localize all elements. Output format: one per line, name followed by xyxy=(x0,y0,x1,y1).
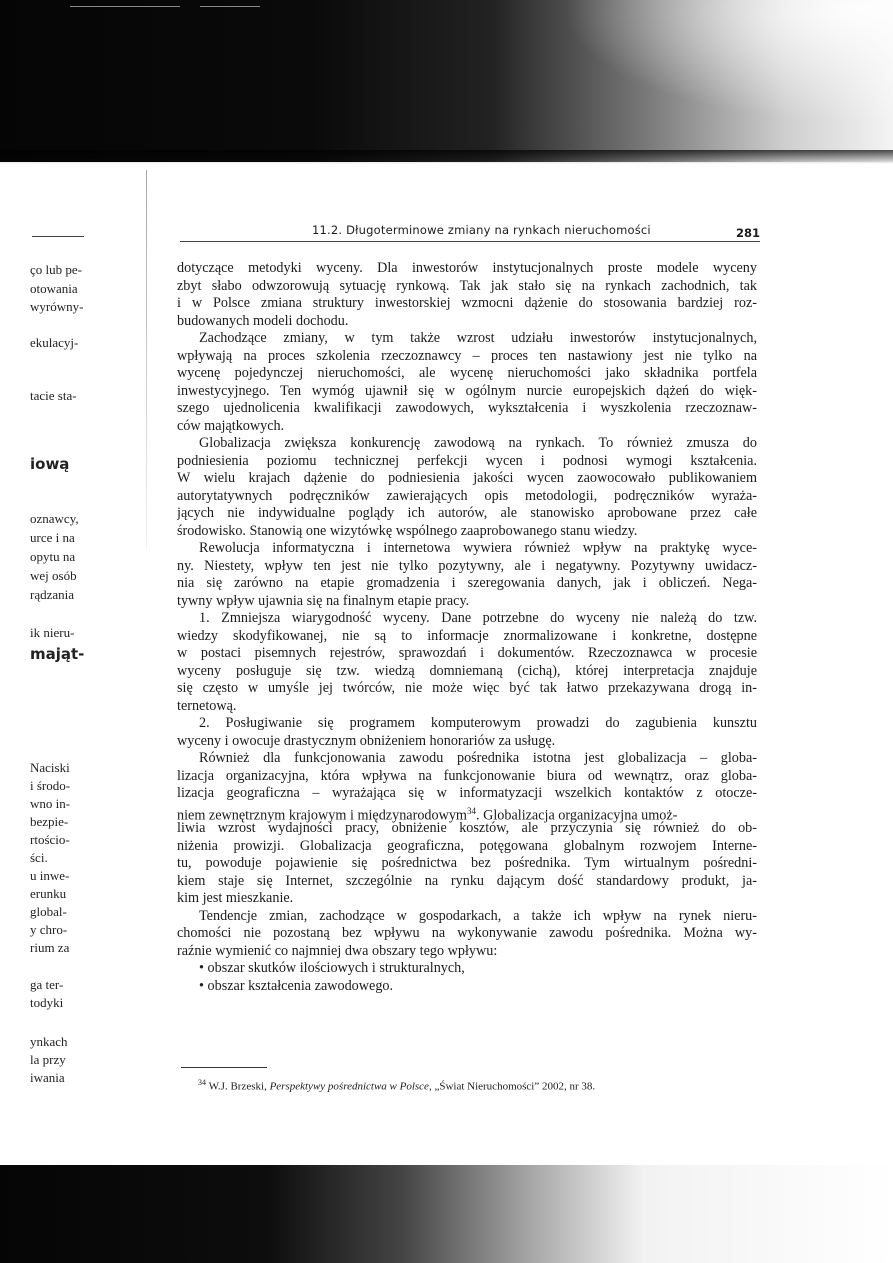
page-number: 281 xyxy=(736,226,761,240)
margin-fragment: i środo- xyxy=(30,778,71,793)
text-line: Również dla funkcjonowania zawodu pośrednika istotna jest globalizacja – globa- xyxy=(199,750,757,766)
text-line-with-footnote xyxy=(177,803,757,824)
margin-fragment: rtościo- xyxy=(30,832,70,847)
text-line: ców majątkowych. xyxy=(177,417,285,434)
text-line: inwestycyjnego. Ten wymóg ujawnił się w ogólnym nurcie europejskich dążeń do więk- xyxy=(177,382,757,399)
bullet-item: • obszar skutków ilościowych i strukturalnych, xyxy=(199,960,465,976)
margin-fragment: otowania xyxy=(30,281,78,296)
footnote-title: Perspektywy pośrednictwa w Polsce, xyxy=(269,1080,432,1093)
margin-fragment: ynkach xyxy=(30,1034,68,1049)
text-line: ny. Niestety, wpływ ten jest nie tylko pozytywny, ale i negatywny. Pozytywny uwidacz- xyxy=(177,557,757,574)
margin-fragment: Naciski xyxy=(30,760,70,775)
bullet-item: • obszar kształcenia zawodowego. xyxy=(199,977,394,994)
margin-fragment: erunku xyxy=(30,886,67,901)
footnote-ref[interactable]: 34 xyxy=(466,805,476,816)
scan-shadow-top xyxy=(0,0,893,162)
margin-fragment: ga ter- xyxy=(30,977,64,992)
text-fragment: niem zewnętrznym krajowym i międzynarodowym xyxy=(177,807,467,824)
text-line: lizacja geograficzna – wyrażająca się w informatyzacji wszelkich kontaktów z otocze- xyxy=(177,785,757,801)
text-line: dotyczące metodyki wyceny. Dla inwestorów instytucjonalnych proste modele wyceny xyxy=(177,260,757,276)
text-line: Zachodzące zmiany, w tym także wzrost udziału inwestorów instytucjonalnych, xyxy=(199,330,757,346)
text-line: zbyt słabo odwzorowują sytuację rynkową. Tak jak stało się na rynkach zachodnich, tak xyxy=(177,277,757,294)
text-line: liwia wzrost wydajności pracy, obniżenie kosztów, ale przyczynia się również do ob- xyxy=(177,820,757,836)
margin-fragment: tacie sta- xyxy=(30,388,77,403)
footnote-author: W.J. Brzeski, xyxy=(208,1080,267,1093)
scan-shadow-bottom xyxy=(0,1165,893,1263)
text-line: szego ujednolicenia kwalifikacji zawodowych, wykształcenia i wyszkolenia rzeczoznaw- xyxy=(177,400,757,416)
text-line: się często w umyśle jej twórców, nie może więc być tak łatwo przekazywana drogą in- xyxy=(177,680,757,696)
text-line: tu, powoduje pojawienie się pośrednictwa bez pośrednika. Tym wirtualnym pośredni- xyxy=(177,855,757,871)
margin-fragment: ekulacyj- xyxy=(30,335,79,350)
gutter-line xyxy=(146,170,147,550)
text-line: raźnie wymienić co najmniej dwa obszary tego wpływu: xyxy=(177,942,498,959)
text-line: niżenia prowizji. Globalizacja geograficzna, potęgowana globalnym rozwojem Interne- xyxy=(177,837,757,854)
text-line: nia się zarówno na etapie gromadzenia i szeregowania danych, jak i obliczeń. Nega- xyxy=(177,575,757,591)
margin-fragment: ik nieru- xyxy=(30,625,75,640)
text-line: wyceny posługuje się tzw. wiedzą domniemaną (cichą), której interpretacja znajduje xyxy=(177,662,757,679)
text-line: w postaci pisemnych rejestrów, sprawozdań i dokumentów. Rzeczoznawca w procesie xyxy=(177,645,757,661)
margin-fragment: oznawcy, xyxy=(30,511,79,526)
margin-fragment: rium za xyxy=(30,940,70,955)
text-line: Rewolucja informatyczna i internetowa wywiera również wpływ na praktykę wyce- xyxy=(199,540,757,556)
text-line: środowisko. Stanowią one wizytówkę wspólnego zaaprobowanego stanu wiedzy. xyxy=(177,522,638,539)
text-line: wiedzy skodyfikowanej, nie są to informacje znormalizowane i konkretne, dostępne xyxy=(177,627,757,644)
text-line: Globalizacja zwiększa konkurencję zawodową na rynkach. To również zmusza do xyxy=(199,435,757,451)
margin-fragment: y chro- xyxy=(30,922,68,937)
text-line: kim jest mieszkanie. xyxy=(177,890,294,906)
margin-fragment: todyki xyxy=(30,995,64,1010)
text-line: W wielu krajach dążenie do podniesienia jakości wycen zaowocowało publikowaniem xyxy=(177,470,757,486)
text-line: Tendencje zmian, zachodzące w gospodarkach, a także ich wpływ na rynek nieru- xyxy=(199,907,757,924)
text-line: autorytatywnych podręczników zawierających opis metodologii, podręczników wyraża- xyxy=(177,487,757,504)
margin-fragment: rądzania xyxy=(30,587,75,602)
top-rule xyxy=(70,6,180,7)
text-line: kiem staje się Internet, szczególnie na rynku dającym dość standardowy produkt, ja- xyxy=(177,872,757,889)
left-page-head-rule xyxy=(32,236,84,237)
text-fragment: . Globalizacja organizacyjna umoż- xyxy=(475,807,678,824)
text-line: wyceny i owocuje drastycznym obniżeniem honorariów za usługę. xyxy=(177,732,556,749)
top-rule xyxy=(200,6,260,7)
footnote xyxy=(198,1078,595,1093)
text-line: lizacja organizacyjna, która wpływa na funkcjonowanie biura od wewnątrz, oraz globa- xyxy=(177,767,757,784)
footnote-rule xyxy=(181,1067,267,1068)
text-line: budowanych modeli dochodu. xyxy=(177,312,349,329)
header-rule xyxy=(180,241,760,242)
text-line: wycenę pojedynczej nieruchomości, ale wycenę nieruchomości jako składnika portfela xyxy=(177,365,757,381)
margin-fragment: mająt- xyxy=(30,645,85,663)
text-line: jących nie indywidualne poglądy ich autorów, ale stanowisko aprobowane przez całe xyxy=(177,505,757,521)
margin-fragment: wej osób xyxy=(30,568,77,583)
scan-shadow-edge xyxy=(0,150,893,164)
text-line: 2. Posługiwanie się programem komputerowym prowadzi do zagubienia kunsztu xyxy=(199,715,757,731)
main-text xyxy=(177,260,757,995)
margin-fragment: iwania xyxy=(30,1070,65,1085)
margin-fragment: opytu na xyxy=(30,549,76,564)
text-line: i w Polsce zmiana struktury inwestorskiej wzmocni dążenie do stosowania bardziej roz- xyxy=(177,295,757,311)
margin-fragment: ści. xyxy=(30,850,48,865)
text-line: tywny wpływ ujawnia się na finalnym etapie pracy. xyxy=(177,592,470,609)
margin-fragment: wyrówny- xyxy=(30,299,84,314)
margin-fragment: urce i na xyxy=(30,530,75,545)
running-head: 11.2. Długoterminowe zmiany na rynkach nieruchomości xyxy=(312,223,651,237)
margin-fragment: la przy xyxy=(30,1052,66,1067)
footnote-number: 34 xyxy=(198,1078,206,1087)
text-line: chomości nie pozostaną bez wpływu na wykonywanie zawodu pośrednika. Można wy- xyxy=(177,925,757,941)
margin-fragment: wno in- xyxy=(30,796,71,811)
footnote-source: „Świat Nieruchomości” 2002, nr 38. xyxy=(434,1080,596,1093)
margin-fragment: ço lub pe- xyxy=(30,262,82,277)
text-line: ternetową. xyxy=(177,697,237,714)
margin-fragment: u inwe- xyxy=(30,868,70,883)
text-line: podniesienia poziomu technicznej perfekcji wycen i podnosi wymogi kształcenia. xyxy=(177,452,757,469)
margin-fragment: iową xyxy=(30,455,70,473)
text-line: wpływają na proces szkolenia rzeczoznawcy – proces ten nastawiony jest nie tylko na xyxy=(177,347,757,364)
margin-fragment: bezpie- xyxy=(30,814,69,829)
text-line: 1. Zmniejsza wiarygodność wyceny. Dane potrzebne do wyceny nie należą do tzw. xyxy=(199,610,757,626)
margin-fragment: global- xyxy=(30,904,67,919)
